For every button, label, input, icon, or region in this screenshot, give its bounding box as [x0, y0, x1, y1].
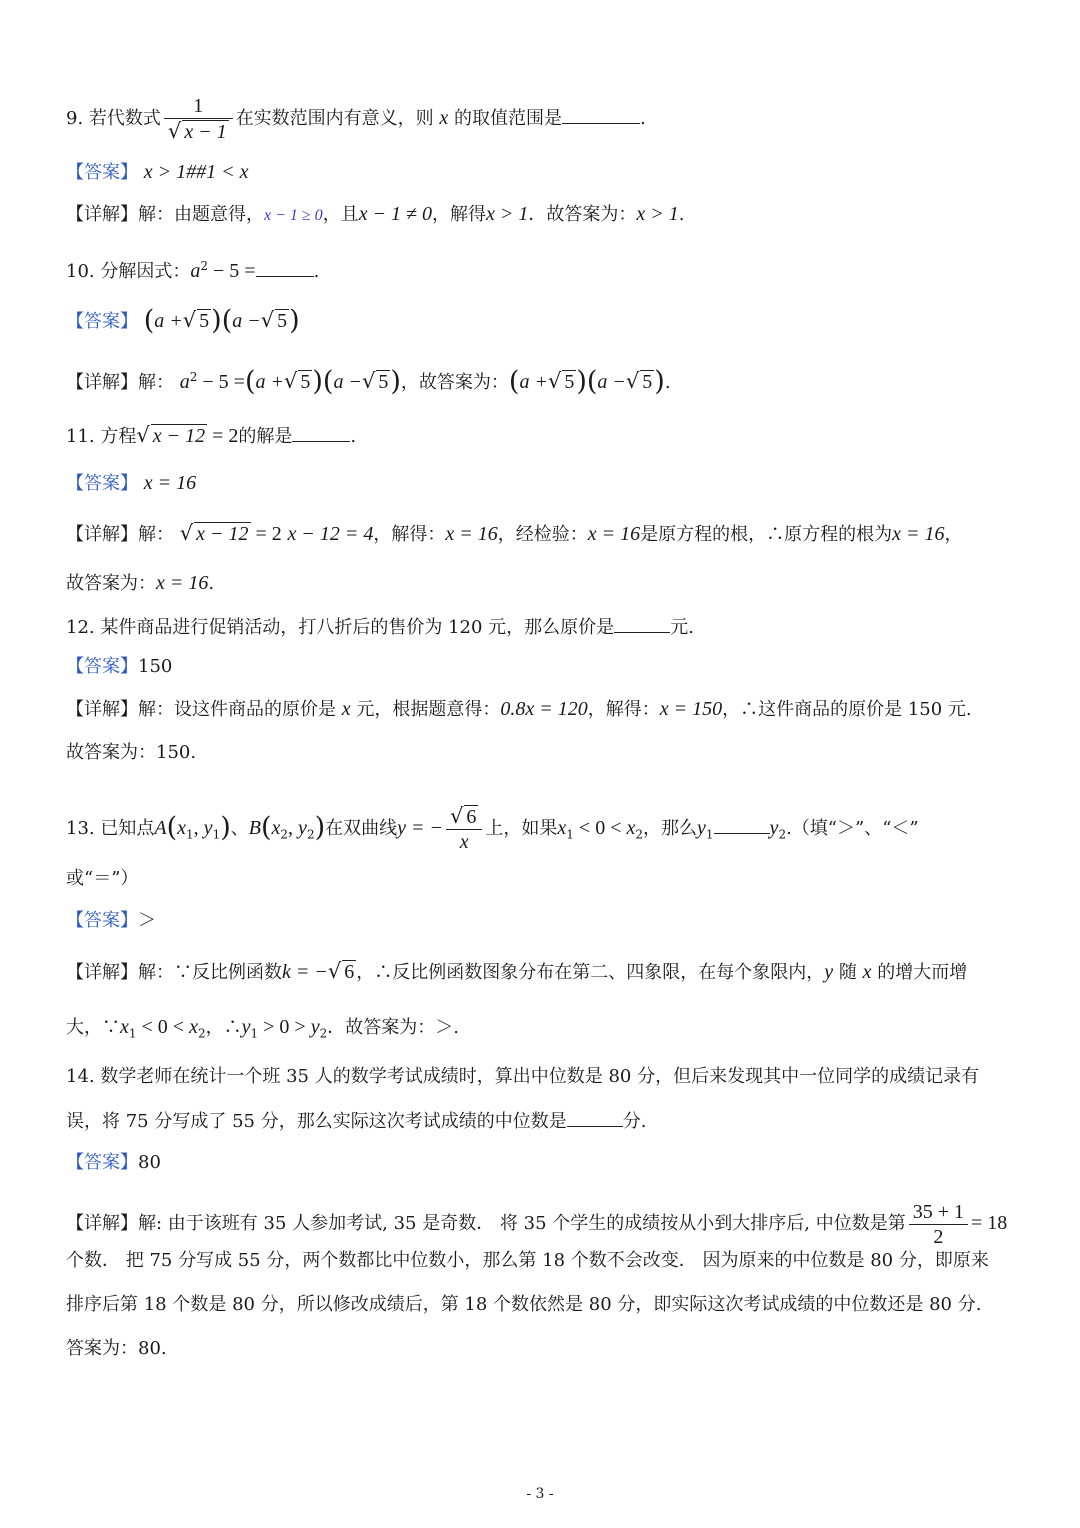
q12-detail: 【详解】解：设这件商品的原价是 x 元，根据题意得：0.8x = 120，解得：x = 150，∴这件商品的原价是 150 元.: [66, 698, 972, 720]
q9-question: 9. 若代数式 $\frac{1}{√ x - 1}$ 在实数范围内有意义，则 x 的取值范围是 .: [66, 95, 646, 143]
q14-detail-4: 答案为：80.: [66, 1338, 167, 1359]
q9-detail: 【详解】解：由题意得，x − 1 ≥ 0，且x − 1 ≠ 0，解得x > 1．故答案为：x > 1.: [66, 203, 685, 225]
q14-detail-3: 排序后第 18 个数是 80 分，所以修改成绩后，第 18 个数依然是 80 分，即实际这次考试成绩的中位数还是 80 分.: [66, 1294, 982, 1315]
q10-detail: 【详解】解： $a^2 - 5 =(a$ +√ 5)(a −√ 5)，故答案为：(a +√ 5)(a −√ 5).: [66, 366, 671, 397]
q14-question-2: 误，将 75 分写成了 55 分，那么实际这次考试成绩的中位数是 分.: [66, 1106, 1016, 1135]
q14-detail-2: 个数． 把 75 分写成 55 分，两个数都比中位数小，那么第 18 个数不会改变． 因为原来的中位数是 80 分，即原来: [66, 1250, 989, 1271]
q10-answer: 【答案】 (a +√ 5)(a −√ 5): [66, 305, 300, 336]
q14-detail: 【详解】解: 由于该班有 35 人参加考试, 35 是奇数． 将 35 个学生的成绩按从小到大排序后, 中位数是第 $\frac{35 + 1}{2}$ = 18: [66, 1201, 1008, 1248]
q11-detail-2: 故答案为：x = 16.: [66, 572, 215, 594]
q11-answer: 【答案】 x = 16: [66, 472, 197, 494]
page-number: - 3 -: [526, 1486, 554, 1502]
q12-detail-2: 故答案为：150.: [66, 742, 197, 763]
q12-question: 12. 某件商品进行促销活动，打八折后的售价为 120 元，那么原价是 元.: [66, 612, 1016, 641]
q13-detail: 【详解】解：∵反比例函数k = −√ 6 ，∴反比例函数图象分布在第二、四象限，在每个象限内，y 随 x 的增大而增: [66, 959, 968, 983]
q14-answer: 【答案】80: [66, 1152, 161, 1173]
q11-detail: 【详解】解： √ x − 12 = 2 x − 12 = 4，解得：x = 16，经检验：x = 16是原方程的根，∴原方程的根为x = 16，: [66, 521, 963, 545]
q12-answer: 【答案】150: [66, 656, 173, 677]
q9-answer: 【答案】 x > 1##1 < x: [66, 161, 249, 183]
q13-question: 13. 已知点$A(x_1$, $y_1$)、$B(x_2$, $y_2$)在双曲线y = − $\frac{√ 6}{x}$ 上，如果$x_1 < 0 < x_2$，那么$y_1$ $y_2$.（填“＞”、“＜”: [66, 804, 919, 853]
q13-detail-2: 大，$\because x_1 < 0 < x_2$，$\therefore y_1 > 0 > y_2$．故答案为：＞.: [66, 1016, 459, 1041]
q11-question: 11. 方程√ x − 12 = 2的解是 .: [66, 423, 357, 447]
q13-answer: 【答案】＞: [66, 910, 156, 931]
q14-question: 14. 数学老师在统计一个班 35 人的数学考试成绩时，算出中位数是 80 分，但后来发现其中一位同学的成绩记录有: [66, 1066, 980, 1087]
q13-question-2: 或“＝”）: [66, 868, 139, 889]
q10-question: 10. 分解因式：$a^2 - 5$ = .: [66, 253, 1016, 285]
